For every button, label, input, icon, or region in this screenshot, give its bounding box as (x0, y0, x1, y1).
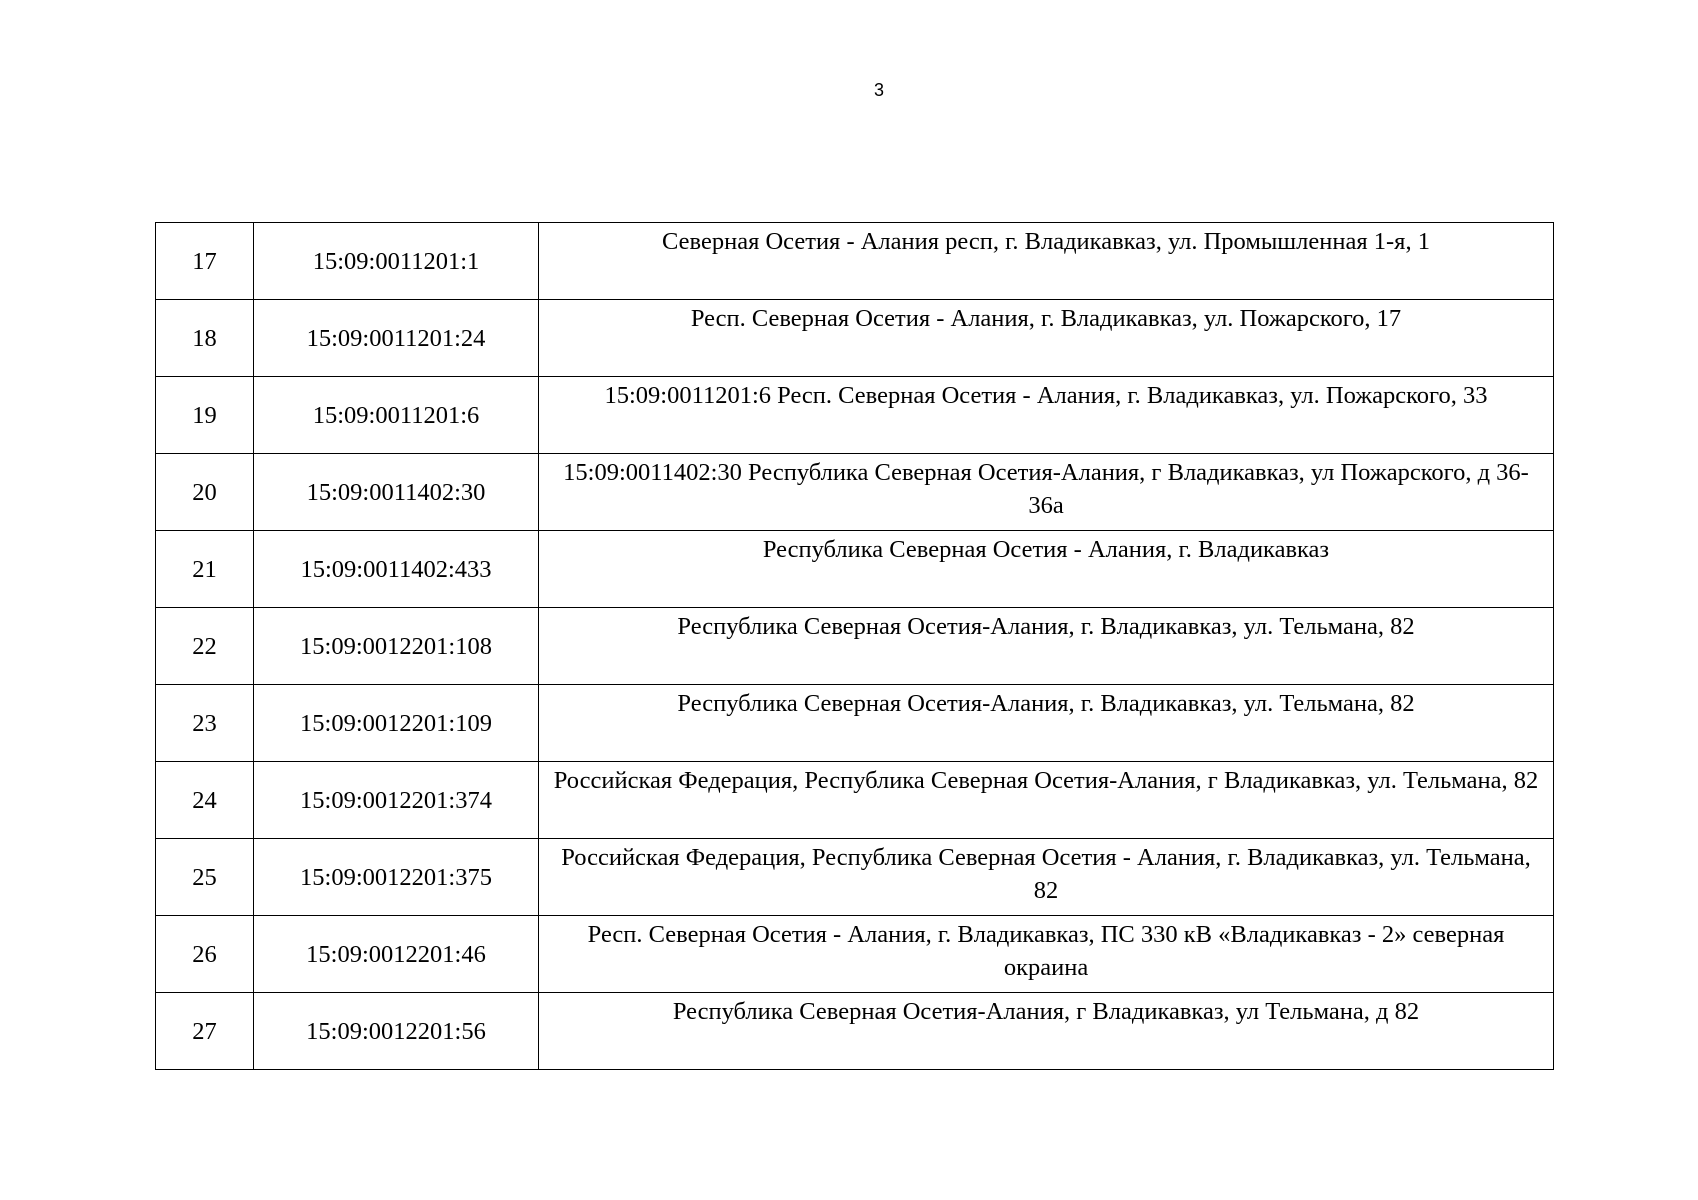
cadastral-number-cell: 15:09:0012201:375 (254, 839, 539, 916)
row-number-cell: 24 (156, 762, 254, 839)
row-number-cell: 20 (156, 454, 254, 531)
table-row (156, 454, 1554, 531)
row-number-cell: 27 (156, 993, 254, 1070)
row-number-cell: 22 (156, 608, 254, 685)
cadastral-number-cell: 15:09:0011201:1 (254, 223, 539, 300)
parcels-table (155, 222, 1554, 1070)
row-number-cell: 23 (156, 685, 254, 762)
row-number-cell: 26 (156, 916, 254, 993)
address-cell: Респ. Северная Осетия - Алания, г. Владикавказ, ул. Пожарского, 17 (539, 300, 1554, 377)
parcels-table-body (156, 223, 1554, 1070)
table-row (156, 608, 1554, 685)
cadastral-number-cell: 15:09:0012201:46 (254, 916, 539, 993)
page-number: 3 (873, 80, 884, 100)
address-cell: Республика Северная Осетия-Алания, г. Владикавказ, ул. Тельмана, 82 (539, 685, 1554, 762)
table-row (156, 223, 1554, 300)
table-row (156, 685, 1554, 762)
cadastral-number-cell: 15:09:0012201:108 (254, 608, 539, 685)
address-cell: 15:09:0011402:30 Республика Северная Осетия-Алания, г Владикавказ, ул Пожарского, д 36-36а (539, 454, 1554, 531)
address-cell: Респ. Северная Осетия - Алания, г. Владикавказ, ПС 330 кВ «Владикавказ - 2» северная окраина (539, 916, 1554, 993)
cadastral-number-cell: 15:09:0012201:109 (254, 685, 539, 762)
address-cell: Республика Северная Осетия - Алания, г. Владикавказ (539, 531, 1554, 608)
table-row (156, 531, 1554, 608)
row-number-cell: 21 (156, 531, 254, 608)
row-number-cell: 19 (156, 377, 254, 454)
row-number-cell: 17 (156, 223, 254, 300)
row-number-cell: 18 (156, 300, 254, 377)
cadastral-number-cell: 15:09:0011402:30 (254, 454, 539, 531)
address-cell: Республика Северная Осетия-Алания, г Владикавказ, ул Тельмана, д 82 (539, 993, 1554, 1070)
address-cell: Российская Федерация, Республика Северная Осетия - Алания, г. Владикавказ, ул. Тельмана, 82 (539, 839, 1554, 916)
table-row (156, 993, 1554, 1070)
address-cell: 15:09:0011201:6 Респ. Северная Осетия - Алания, г. Владикавказ, ул. Пожарского, 33 (539, 377, 1554, 454)
table-row (156, 300, 1554, 377)
cadastral-number-cell: 15:09:0012201:374 (254, 762, 539, 839)
cadastral-number-cell: 15:09:0011402:433 (254, 531, 539, 608)
address-cell: Республика Северная Осетия-Алания, г. Владикавказ, ул. Тельмана, 82 (539, 608, 1554, 685)
address-cell: Северная Осетия - Алания респ, г. Владикавказ, ул. Промышленная 1-я, 1 (539, 223, 1554, 300)
cadastral-number-cell: 15:09:0011201:6 (254, 377, 539, 454)
cadastral-number-cell: 15:09:0012201:56 (254, 993, 539, 1070)
table-row (156, 839, 1554, 916)
row-number-cell: 25 (156, 839, 254, 916)
table-row (156, 916, 1554, 993)
table-row (156, 762, 1554, 839)
table-row (156, 377, 1554, 454)
address-cell: Российская Федерация, Республика Северная Осетия-Алания, г Владикавказ, ул. Тельмана, 82 (539, 762, 1554, 839)
cadastral-number-cell: 15:09:0011201:24 (254, 300, 539, 377)
